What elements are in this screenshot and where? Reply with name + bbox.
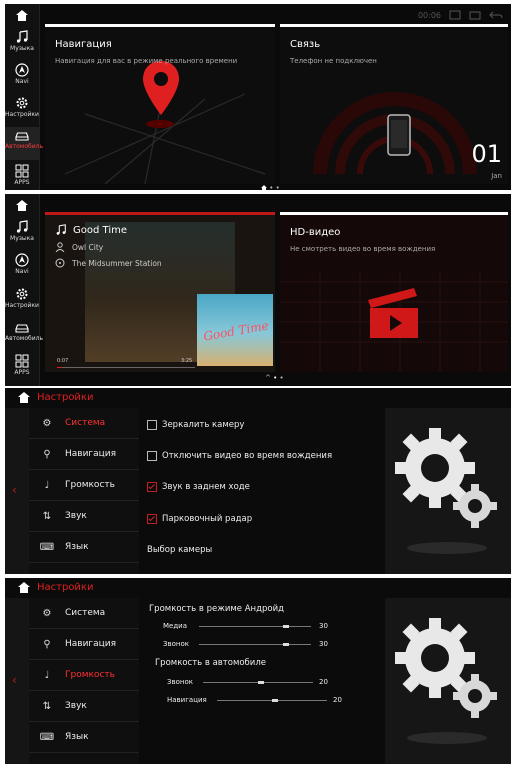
home-icon: [15, 9, 29, 22]
volume-content: [143, 598, 383, 764]
volume-row-ring-label: Звонок: [163, 640, 189, 648]
date-day: 01: [471, 140, 502, 168]
volume-slider-ring[interactable]: [199, 644, 311, 645]
menu-item-navigation[interactable]: [29, 629, 139, 660]
slider-knob[interactable]: [258, 681, 264, 684]
settings-menu: [29, 598, 139, 764]
option-label: Выбор камеры: [147, 545, 213, 555]
home-icon: [15, 199, 29, 212]
volume-row-car-nav-label: Навигация: [167, 696, 207, 704]
menu-item-label: Навигация: [65, 449, 117, 459]
disc-icon: [55, 258, 65, 268]
volume-value: 30: [319, 640, 328, 648]
music-progress-track[interactable]: [57, 367, 195, 368]
car-volume-title: Громкость в автомобиле: [155, 658, 266, 668]
sidebar-item-navi[interactable]: [5, 63, 39, 85]
sidebar-item-label: Автомобиль: [5, 335, 43, 342]
music-note-icon: [15, 30, 29, 44]
camera-select[interactable]: [147, 545, 212, 555]
option-mirror-camera[interactable]: [147, 420, 244, 430]
back-arrow-icon[interactable]: [489, 10, 503, 20]
slider-knob[interactable]: [272, 699, 278, 702]
menu-item-label: Язык: [65, 542, 89, 552]
page-dot: •: [269, 184, 274, 190]
settings-menu: [29, 408, 139, 574]
card-subtitle: Телефон не подключен: [290, 57, 377, 65]
location-pin-icon: ⚲: [43, 448, 51, 460]
menu-item-label: Система: [65, 608, 106, 618]
checkbox[interactable]: [147, 420, 157, 430]
sidebar-item-label: Настройки: [5, 111, 39, 118]
page-dot: •: [279, 374, 284, 382]
home-button[interactable]: [5, 194, 39, 216]
keyboard-icon: ⌨: [39, 541, 55, 553]
slider-knob[interactable]: [283, 643, 289, 646]
clapperboard-icon: [364, 282, 424, 342]
volume-slider-car-nav[interactable]: [217, 700, 327, 701]
option-label: Звук в заднем ходе: [162, 482, 250, 492]
music-note-icon: [15, 220, 29, 234]
menu-item-sound[interactable]: [29, 501, 139, 532]
menu-item-language[interactable]: [29, 722, 139, 753]
album-art-script: Good Time: [202, 318, 270, 344]
sidebar-item-label: APPS: [14, 369, 30, 376]
sidebar-item-navi[interactable]: [5, 253, 39, 275]
page-indicator: [261, 184, 280, 190]
gears-icon: [385, 408, 511, 574]
music-progress-fill: [57, 367, 62, 368]
card-title: Навигация: [55, 39, 112, 50]
menu-item-volume[interactable]: [29, 660, 139, 691]
car-icon: [14, 322, 30, 334]
equalizer-icon: ⇅: [42, 700, 52, 712]
menu-item-label: Язык: [65, 732, 89, 742]
volume-row-media-label: Медиа: [163, 622, 188, 630]
volume-row-car-ring-label: Звонок: [167, 678, 193, 686]
card-title: HD-видео: [290, 227, 341, 238]
location-pin-icon: ⚲: [43, 638, 51, 650]
home-screen-2: [5, 194, 511, 386]
sidebar-item-car[interactable]: [5, 322, 43, 342]
settings-illustration: [385, 408, 511, 574]
sidebar-item-label: Navi: [15, 78, 29, 85]
date-month: Jan: [491, 172, 502, 180]
navigation-icon: [15, 253, 29, 267]
settings-icon: [15, 287, 29, 301]
sidebar: [5, 4, 43, 190]
music-icon-row: [55, 224, 127, 236]
volume-slider-car-ring[interactable]: [203, 682, 313, 683]
settings-header: [5, 578, 511, 596]
clock: 00:06: [417, 10, 441, 20]
gear-icon: ⚙: [42, 607, 52, 619]
screen-icon[interactable]: [449, 10, 461, 20]
car-icon: [14, 130, 30, 142]
music-note-icon: [55, 224, 67, 236]
sidebar-item-car[interactable]: [5, 127, 43, 160]
home-button[interactable]: [5, 4, 39, 26]
page-indicator: [265, 374, 284, 382]
time-elapsed: 0:07: [57, 358, 69, 364]
menu-item-navigation[interactable]: [29, 439, 139, 470]
sidebar: [5, 194, 43, 386]
sidebar-item-label: APPS: [14, 179, 30, 186]
album-name: The Midsummer Station: [72, 258, 162, 268]
sidebar-item-settings[interactable]: [5, 287, 39, 309]
volume-value: 20: [333, 696, 342, 704]
gears-icon: [385, 598, 511, 764]
speaker-icon: ♩: [44, 669, 50, 681]
person-icon: [55, 242, 65, 252]
music-card[interactable]: [45, 212, 275, 372]
menu-item-label: Звук: [65, 511, 87, 521]
home-indicator-icon: [261, 185, 267, 190]
sidebar-item-label: Музыка: [10, 45, 34, 52]
menu-item-label: Громкость: [65, 670, 115, 680]
sidebar-item-music[interactable]: [5, 220, 39, 242]
speaker-icon: ♩: [44, 479, 50, 491]
keyboard-icon: ⌨: [39, 731, 55, 743]
option-disable-video[interactable]: [147, 451, 332, 461]
sidebar-item-label: Navi: [15, 268, 29, 275]
home-icon[interactable]: [17, 581, 31, 594]
option-label: Парковочный радар: [162, 514, 253, 524]
back-button[interactable]: [5, 598, 29, 764]
settings-content: [143, 408, 383, 574]
option-label: Зеркалить камеру: [162, 420, 245, 430]
page-dot: ^: [265, 374, 271, 382]
page-title: Настройки: [37, 581, 94, 593]
chevron-left-icon: ‹: [12, 673, 17, 687]
artist-name: Owl City: [72, 242, 104, 252]
menu-item-sound[interactable]: [29, 691, 139, 722]
checkbox-checked[interactable]: [147, 514, 157, 524]
album-art: [197, 294, 273, 366]
chevron-left-icon: ‹: [12, 483, 17, 497]
sidebar-item-label: Автомобиль: [5, 143, 43, 150]
status-bar: [418, 10, 503, 20]
back-button[interactable]: [5, 408, 29, 574]
sidebar-item-apps[interactable]: [5, 164, 39, 186]
settings-icon: [15, 96, 29, 110]
apps-grid-icon: [15, 354, 29, 368]
slider-knob[interactable]: [283, 625, 289, 628]
sidebar-item-label: Настройки: [5, 302, 39, 309]
volume-slider-media[interactable]: [199, 626, 311, 627]
menu-item-volume[interactable]: [29, 470, 139, 501]
page-dot: •: [275, 184, 280, 190]
card-title: Связь: [290, 39, 321, 50]
apps-grid-icon: [15, 164, 29, 178]
option-parking-radar[interactable]: [147, 514, 252, 524]
android-volume-title: Громкость в режиме Андройд: [149, 604, 284, 614]
video-card[interactable]: [280, 212, 508, 372]
sidebar-item-music[interactable]: [5, 30, 39, 52]
phone-card[interactable]: [280, 24, 508, 184]
menu-item-label: Звук: [65, 701, 87, 711]
navigation-icon: [15, 63, 29, 77]
settings-system-screen: [5, 388, 511, 574]
equalizer-icon: ⇅: [42, 510, 52, 522]
menu-item-label: Навигация: [65, 639, 117, 649]
menu-item-label: Громкость: [65, 480, 115, 490]
checkbox-checked[interactable]: [147, 482, 157, 492]
artist-row: [55, 242, 103, 252]
volume-value: 20: [319, 678, 328, 686]
settings-header: [5, 388, 511, 406]
card-subtitle: Навигация для вас в режиме реального времени: [55, 57, 238, 65]
checkbox[interactable]: [147, 451, 157, 461]
track-title: Good Time: [73, 224, 127, 236]
settings-illustration: [385, 598, 511, 764]
sidebar-item-label: Музыка: [10, 235, 34, 242]
album-row: [55, 258, 162, 268]
window-icon[interactable]: [469, 10, 481, 20]
music-progress-top: [45, 212, 275, 215]
menu-item-system[interactable]: [29, 598, 139, 629]
smartphone-icon: [387, 114, 411, 156]
navigation-card[interactable]: [45, 24, 275, 184]
option-reverse-sound[interactable]: [147, 482, 250, 492]
home-icon[interactable]: [17, 391, 31, 404]
time-total: 3:25: [181, 358, 193, 364]
page-title: Настройки: [37, 391, 94, 403]
sidebar-item-settings[interactable]: [5, 96, 39, 118]
sidebar-item-apps[interactable]: [5, 354, 39, 376]
settings-volume-screen: [5, 578, 511, 764]
volume-value: 30: [319, 622, 328, 630]
location-pin-icon: [141, 59, 181, 119]
page-dot-active: •: [273, 374, 278, 382]
home-screen-1: [5, 4, 511, 190]
menu-item-label: Система: [65, 418, 106, 428]
card-subtitle: Не смотреть видео во время вождения: [290, 245, 436, 253]
menu-item-system[interactable]: [29, 408, 139, 439]
gear-icon: ⚙: [42, 417, 52, 429]
menu-item-language[interactable]: [29, 532, 139, 563]
option-label: Отключить видео во время вождения: [162, 451, 333, 461]
